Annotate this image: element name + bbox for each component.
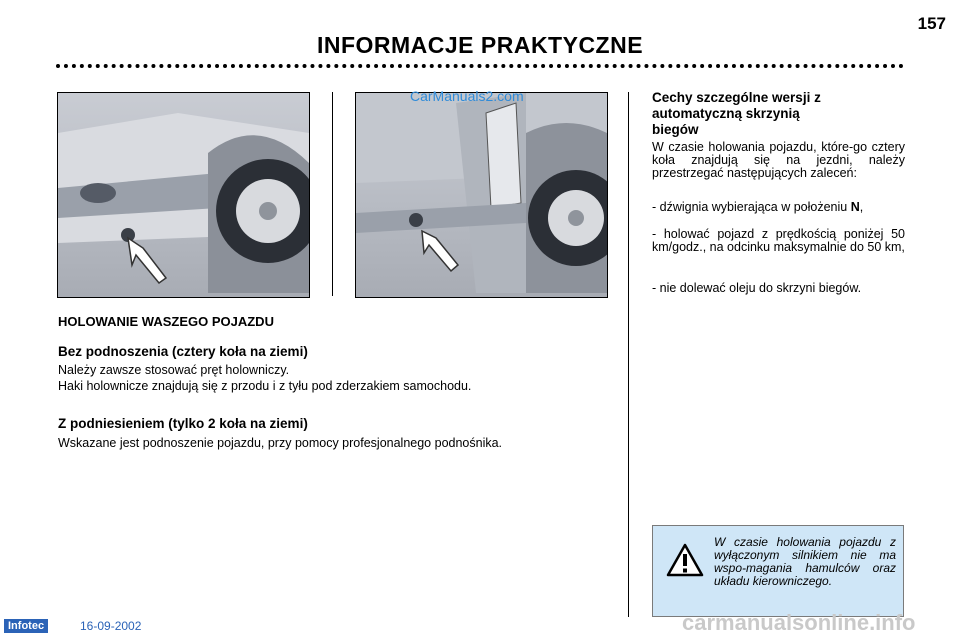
subheading-without-lifting: Bez podnoszenia (cztery koła na ziemi) — [58, 344, 308, 359]
arrow-pointer-icon — [128, 238, 166, 283]
paragraph: Należy zawsze stosować pręt holowniczy. — [58, 363, 290, 377]
subheading-with-lifting: Z podniesieniem (tylko 2 koła na ziemi) — [58, 416, 308, 431]
column-separator — [628, 92, 629, 617]
front-towing-hook-photo — [57, 92, 310, 298]
list-item: - nie dolewać oleju do skrzyni biegów. — [652, 281, 862, 295]
watermark-bottom: carmanualsonline.info — [682, 610, 916, 635]
infotec-badge: Infotec — [4, 619, 48, 633]
paragraph: Wskazane jest podnoszenie pojazdu, przy pomocy profesjonalnego podnośnika. — [58, 436, 503, 450]
automatic-gearbox-heading: Cechy szczególne wersji z automatyczną skrzynią biegów — [652, 90, 821, 137]
rear-towing-hook-photo — [355, 92, 608, 298]
warning-text: W czasie holowania pojazdu z wyłączonym silnikiem nie ma wspo-magania hamulców oraz układu kierowniczego. — [714, 535, 896, 588]
watermark-top: CarManuals2.com — [410, 88, 524, 104]
paragraph: Haki holownicze znajdują się z przodu i z tyłu pod zderzakiem samochodu. — [58, 379, 472, 393]
intro-paragraph: W czasie holowania pojazdu, które-go cztery koła znajdują się na jezdni, należy przestrzegać następujących zaleceń: — [652, 140, 905, 180]
column-separator — [332, 92, 333, 296]
list-item: - dźwignia wybierająca w położeniu N, — [652, 200, 864, 214]
page-number: 157 — [917, 14, 946, 33]
list-item: - holować pojazd z prędkością poniżej 50 km/godz., na odcinku maksymalnie do 50 km, — [652, 227, 905, 254]
dotted-divider — [56, 64, 904, 68]
section-heading: HOLOWANIE WASZEGO POJAZDU — [58, 314, 274, 329]
footer-date: 16-09-2002 — [80, 619, 142, 633]
arrow-pointer-icon — [422, 231, 458, 271]
warning-triangle-icon — [666, 543, 704, 577]
page-title: INFORMACJE PRAKTYCZNE — [316, 32, 644, 58]
